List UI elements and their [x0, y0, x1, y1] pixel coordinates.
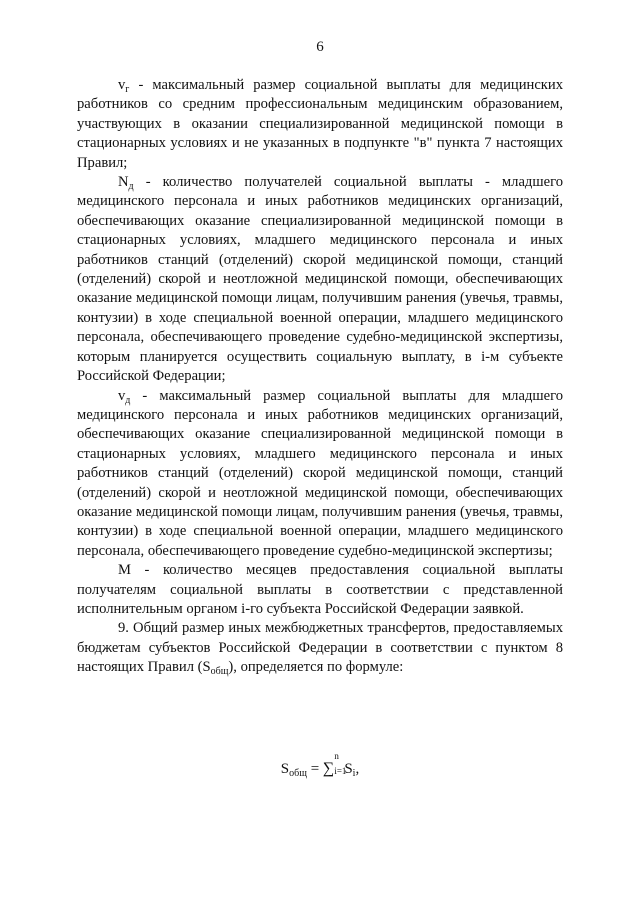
- document-body: [77, 76, 563, 678]
- clause-text-before: 9. Общий размер иных межбюджетных трансфертов, предоставляемых бюджетам субъектов Российской Федерации в соответствии с пунктом 8 настоящих Правил (S: [77, 620, 563, 676]
- symbol: v: [118, 77, 126, 93]
- clause-subscript: общ: [210, 666, 229, 678]
- paragraph-text: - количество получателей социальной выплаты - младшего медицинского персонала и иных работников медицинских организаций, обеспечивающих оказание специализированной медицинской помощи в стационарных условиях, младшего медицинского персонала и иных работников станций (отделений) скорой медицинской помощи, станций (отделений) скорой и неотложной медицинской помощи, обеспечивающих оказание медицинской помощи лицам, получившим ранения (увечья, травмы, контузии) в ходе специальной военной операции, младшего медицинского персонала, обеспечивающего проведение судебно-медицинской экспертизы, которым планируется осуществить социальную выплату, в i-м субъекте Российской Федерации;: [77, 174, 563, 385]
- paragraph-text: - максимальный размер социальной выплаты для медицинских работников со средним профессиональным медицинским образованием, участвующих в оказании специализированной медицинской помощи в стационарных условиях и не указанных в подпункте "в" пункта 7 настоящих Правил;: [77, 77, 563, 171]
- symbol-subscript: д: [125, 394, 131, 406]
- formula-lhs: S: [280, 761, 290, 777]
- paragraph-text: - количество месяцев предоставления социальной выплаты получателям социальной выплаты в соответствии с представленной исполнительным органом i-го субъекта Российской Федерации заявкой.: [77, 562, 563, 617]
- sum-upper-limit: n: [334, 751, 339, 761]
- sum-formula: [0, 751, 640, 779]
- sigma-symbol: ∑: [322, 760, 335, 777]
- sum-lower-limit: i=1: [334, 766, 347, 776]
- paragraph-vg: [77, 76, 563, 173]
- clause-9: [77, 619, 563, 677]
- symbol-subscript: г: [125, 84, 130, 95]
- sum-limits: [334, 751, 347, 776]
- paragraph-nd: [77, 173, 563, 386]
- formula-tail: ,: [355, 761, 360, 777]
- paragraph-text: - максимальный размер социальной выплаты для младшего медицинского персонала и иных работников медицинских организаций, обеспечивающих оказание специализированной медицинской помощи в стационарных условиях, младшего медицинского персонала и иных работников станций (отделений) скорой медицинской помощи, станций (отделений) скорой и неотложной медицинской помощи, обеспечивающих оказание медицинской помощи лицам, получившим ранения (увечья, травмы, контузии) в ходе специальной военной операции, младшего медицинского персонала, обеспечивающего проведение судебно-медицинской экспертизы;: [77, 387, 563, 559]
- clause-text-after: ), определяется по формуле:: [228, 659, 404, 676]
- formula-equals: =: [306, 761, 323, 777]
- paragraph-m: [77, 561, 563, 619]
- symbol-subscript: д: [128, 181, 134, 193]
- formula-lhs-sub: общ: [289, 768, 307, 779]
- symbol: v: [118, 387, 126, 404]
- formula-term-sub: i: [352, 768, 356, 779]
- symbol: М: [118, 562, 131, 579]
- symbol: N: [118, 174, 129, 191]
- paragraph-vd: [77, 387, 563, 562]
- formula-term: S: [344, 761, 353, 777]
- page-number: 6: [316, 39, 324, 55]
